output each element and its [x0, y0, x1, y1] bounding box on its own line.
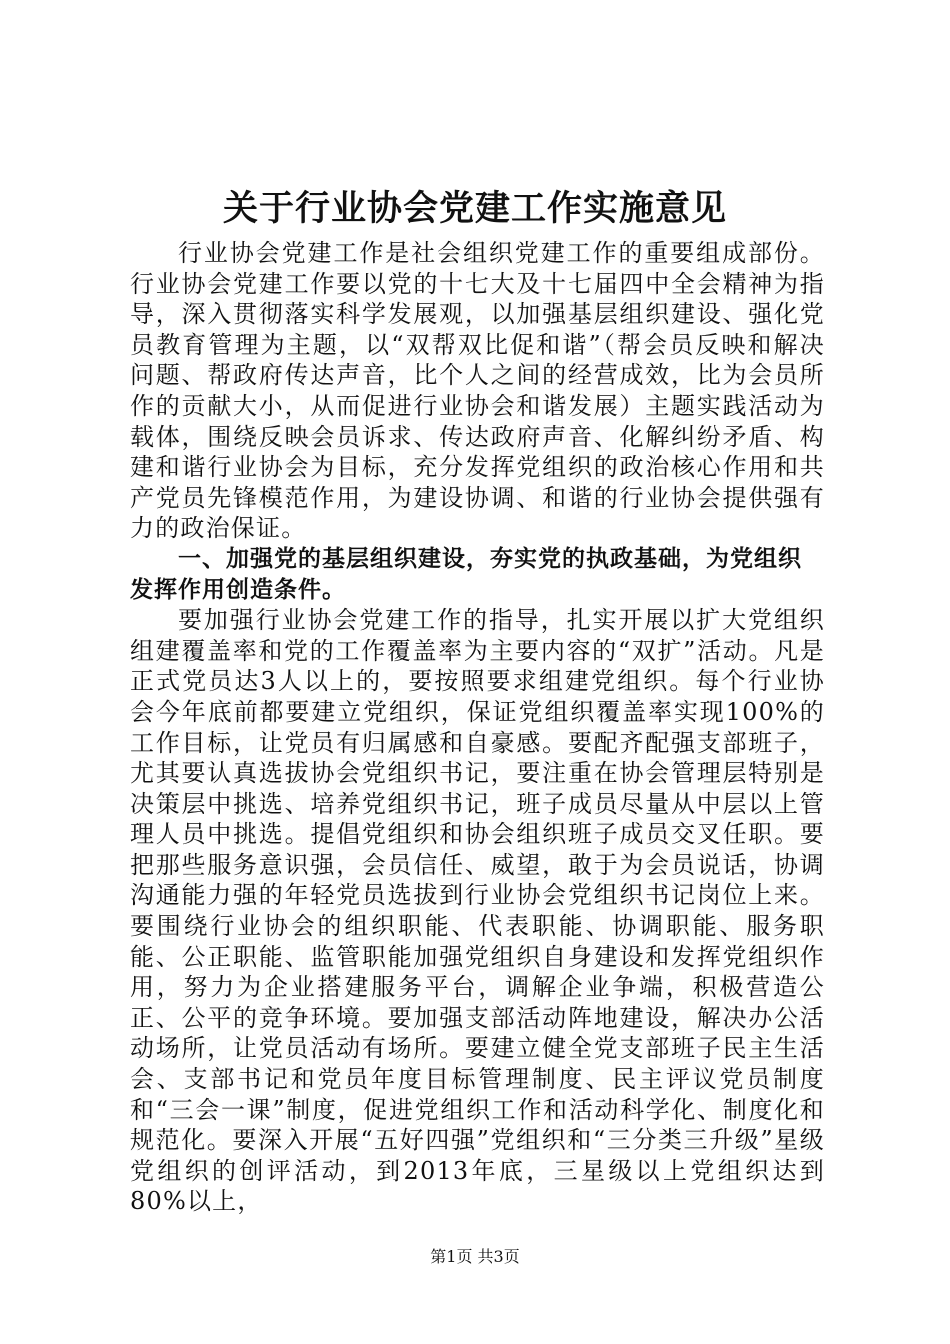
section-paragraph: 要加强行业协会党建工作的指导，扎实开展以扩大党组织组建覆盖率和党的工作覆盖率为主要内容的“双扩”活动。凡是正式党员达3人以上的，要按照要求组建党组织。每个行业协会今年底前都要建立党组织，保证党组织覆盖率实现100%的工作目标，让党员有归属感和自豪感。要配齐配强支部班子，尤其要认真选拔协会党组织书记，要注重在协会管理层特别是决策层中挑选、培养党组织书记，班子成员尽量从中层以上管理人员中挑选。提倡党组织和协会组织班子成员交叉任职。要把那些服务意识强，会员信任、威望，敢于为会员说话，协调沟通能力强的年轻党员选拔到行业协会党组织书记岗位上来。要围绕行业协会的组织职能、代表职能、协调职能、服务职能、公正职能、监管职能加强党组织自身建设和发挥党组织作用，努力为企业搭建服务平台，调解企业争端，积极营造公正、公平的竞争环境。要加强支部活动阵地建设，解决办公活动场所，让党员活动有场所。要建立健全党支部班子民主生活会、支部书记和党员年度目标管理制度、民主评议党员制度和“三会一课”制度，促进党组织工作和活动科学化、制度化和规范化。要深入开展“五好四强”党组织和“三分类三升级”星级党组织的创评活动，到2013年底，三星级以上党组织达到80%以上， [130, 606, 825, 1216]
section-heading: 一、加强党的基层组织建设，夯实党的执政基础，为党组织发挥作用创造条件。 [130, 545, 802, 603]
document-body [130, 238, 825, 1217]
page-number-footer: 第1页 共3页 [430, 1247, 520, 1266]
intro-paragraph: 行业协会党建工作是社会组织党建工作的重要组成部份。行业协会党建工作要以党的十七大及十七届四中全会精神为指导，深入贯彻落实科学发展观，以加强基层组织建设、强化党员教育管理为主题，以“双帮双比促和谐”（帮会员反映和解决问题、帮政府传达声音，比个人之间的经营成效，比为会员所作的贡献大小，从而促进行业协会和谐发展）主题实践活动为载体，围绕反映会员诉求、传达政府声音、化解纠纷矛盾、构建和谐行业协会为目标，充分发挥党组织的政治核心作用和共产党员先锋模范作用，为建设协调、和谐的行业协会提供强有力的政治保证。 [130, 239, 825, 543]
document-title: 关于行业协会党建工作实施意见 [222, 188, 727, 229]
